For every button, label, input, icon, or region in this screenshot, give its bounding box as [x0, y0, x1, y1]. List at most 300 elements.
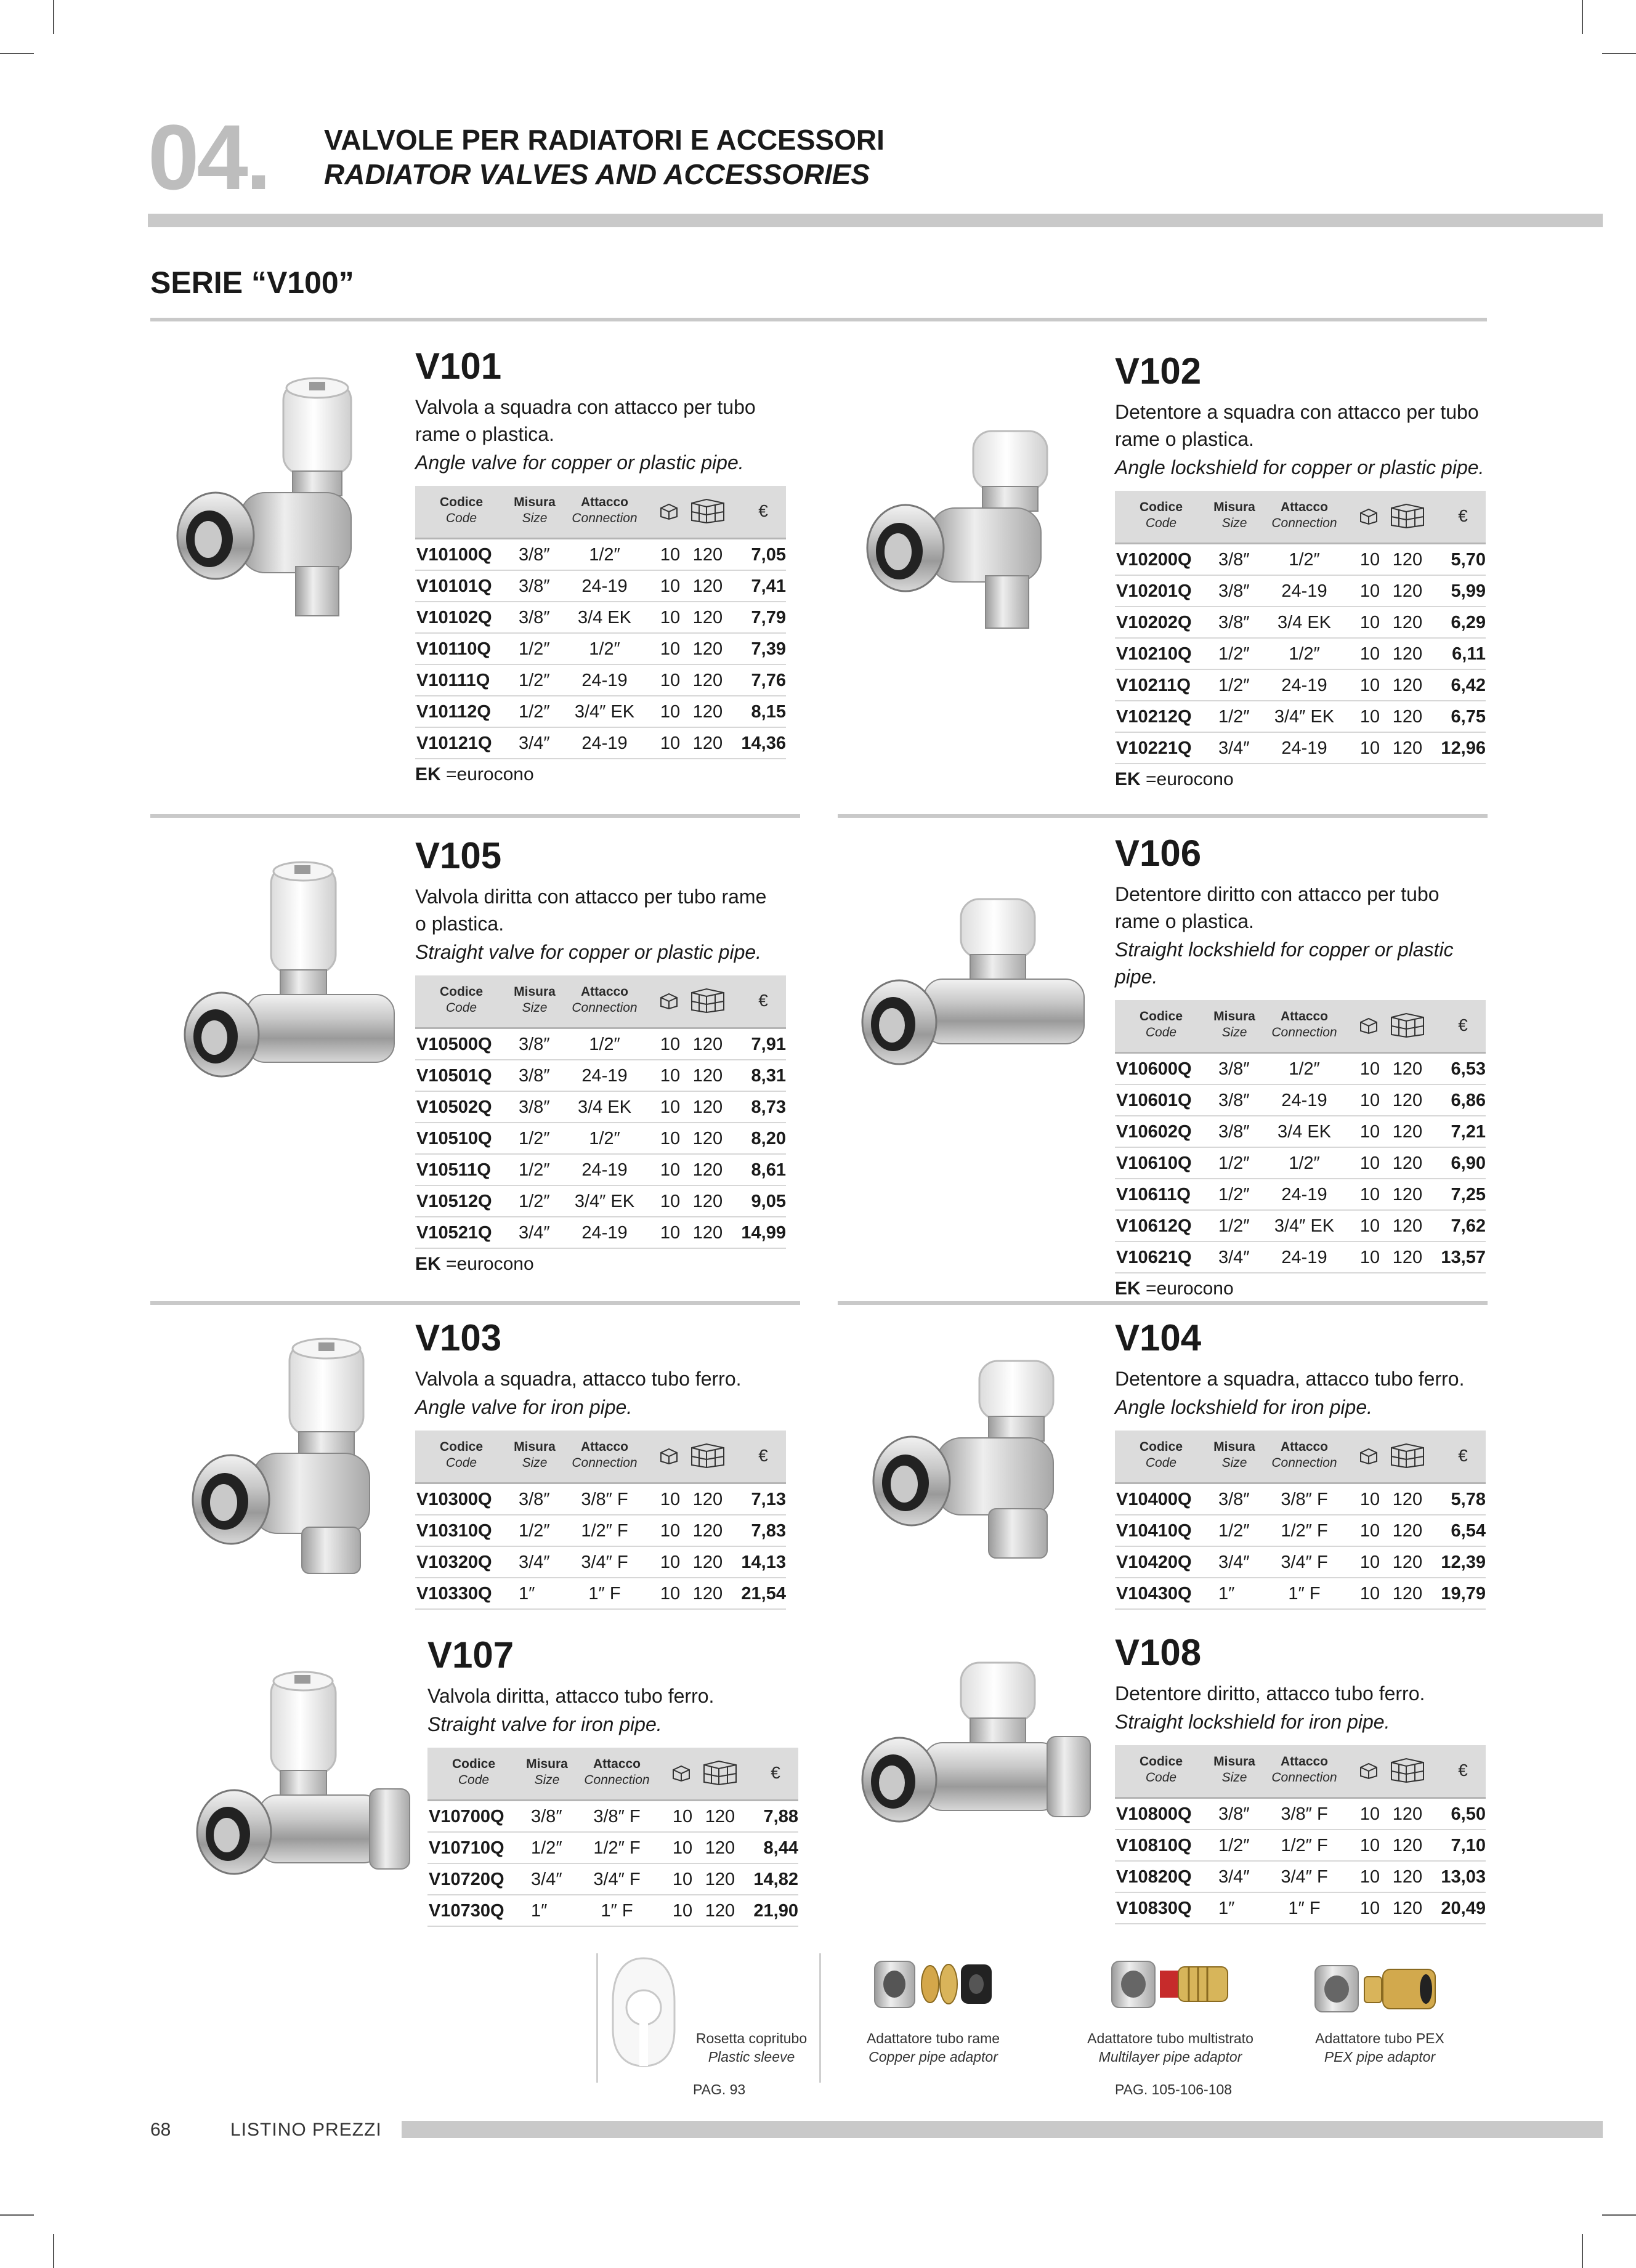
article-connection: 24-19	[1281, 738, 1327, 758]
article-price: 6,11	[1452, 644, 1486, 664]
eurocono-note	[415, 764, 786, 785]
article-code: V10420Q	[1116, 1552, 1192, 1572]
header-connection: Attacco Connection	[566, 494, 643, 527]
article-code: V10621Q	[1116, 1248, 1192, 1267]
article-code: V10300Q	[416, 1490, 492, 1509]
footer-label: LISTINO PREZZI	[230, 2120, 382, 2140]
header-code: Codice Code	[1115, 1754, 1207, 1786]
product-V106	[1115, 835, 1486, 1299]
table-row	[1115, 1515, 1486, 1547]
article-code: V10612Q	[1116, 1216, 1192, 1236]
box-quantity: 10	[660, 1521, 681, 1541]
accessory-name-en: Plastic sleeve	[708, 2049, 795, 2065]
article-connection: 24-19	[1281, 1091, 1327, 1110]
article-connection: 1/2″	[589, 1035, 620, 1054]
carton-quantity: 120	[692, 608, 723, 628]
article-price: 7,39	[751, 639, 786, 659]
series-rule	[150, 318, 1487, 321]
article-connection: 1″ F	[601, 1901, 633, 1921]
article-code: V10800Q	[1116, 1804, 1192, 1824]
carton-quantity: 120	[1392, 644, 1423, 664]
article-price: 14,13	[741, 1552, 786, 1572]
article-size: 3/4″	[531, 1870, 562, 1889]
page-number: 68	[150, 2120, 171, 2140]
article-code: V10510Q	[416, 1129, 492, 1148]
accessory-name-it: Adattatore tubo PEX	[1315, 2030, 1444, 2046]
table-row	[427, 1864, 798, 1895]
box-quantity: 10	[672, 1870, 693, 1889]
carton-icon	[1389, 1011, 1426, 1041]
table-header	[1115, 1431, 1486, 1484]
header-size: Misura Size	[506, 494, 563, 527]
article-size: 3/4″	[519, 1552, 550, 1572]
box-quantity: 10	[1359, 550, 1380, 570]
box-quantity: 10	[1359, 1867, 1380, 1887]
article-code: V10400Q	[1116, 1490, 1192, 1509]
article-code: V10202Q	[1116, 613, 1192, 632]
article-code: V10610Q	[1116, 1153, 1192, 1173]
article-price: 5,70	[1451, 550, 1486, 570]
article-connection: 24-19	[581, 733, 628, 753]
table-row	[415, 1092, 786, 1123]
table-row	[1115, 1578, 1486, 1610]
article-connection: 3/4 EK	[577, 1097, 632, 1117]
article-size: 1/2″	[1218, 1836, 1250, 1855]
box-quantity: 10	[660, 1584, 681, 1604]
carton-quantity: 120	[1392, 1122, 1423, 1142]
angle-lockshield-image	[856, 419, 1066, 653]
box-icon	[658, 1447, 679, 1468]
article-price: 7,05	[751, 545, 786, 565]
header-size: Misura Size	[1206, 1754, 1263, 1786]
carton-quantity: 120	[1392, 1521, 1423, 1541]
box-quantity: 10	[660, 1552, 681, 1572]
article-connection: 1/2″ F	[581, 1521, 628, 1541]
carton-quantity: 120	[1392, 1185, 1423, 1205]
article-price: 6,54	[1451, 1521, 1486, 1541]
accessory-name-it: Rosetta copritubo	[695, 2030, 808, 2046]
article-code: V10112Q	[416, 702, 491, 722]
article-price: 7,91	[751, 1035, 786, 1054]
carton-quantity: 120	[692, 671, 723, 690]
carton-quantity: 120	[1392, 1804, 1423, 1824]
product-V102	[1115, 350, 1486, 790]
header-size-en: Size	[1221, 1025, 1247, 1039]
accessory-copper-adaptor	[835, 2029, 1032, 2066]
eurocono-note	[1115, 769, 1486, 790]
article-size: 1″	[519, 1584, 535, 1604]
carton-quantity: 120	[692, 1160, 723, 1180]
plastic-sleeve-image	[610, 1955, 678, 2069]
box-quantity: 10	[1359, 644, 1380, 664]
article-code: V10101Q	[416, 576, 492, 596]
article-connection: 3/4 EK	[1277, 1122, 1332, 1142]
price-table	[1115, 1000, 1486, 1273]
header-connection: Attacco Connection	[578, 1756, 655, 1788]
product-description-en: Angle valve for copper or plastic pipe.	[415, 451, 744, 474]
header-bar	[148, 214, 1603, 227]
article-code: V10521Q	[416, 1223, 492, 1243]
header-size: Misura Size	[1206, 499, 1263, 531]
carton-quantity: 120	[692, 1097, 723, 1117]
article-size: 3/8″	[1218, 581, 1250, 601]
carton-quantity: 120	[692, 1490, 723, 1509]
box-quantity: 10	[1359, 1804, 1380, 1824]
table-header	[1115, 491, 1486, 544]
article-code: V10700Q	[429, 1807, 504, 1826]
article-size: 3/8″	[1218, 613, 1250, 632]
accessory-name-en: Multilayer pipe adaptor	[1098, 2049, 1242, 2065]
eurocono-key: EK	[415, 764, 441, 785]
article-size: 3/4″	[1218, 1867, 1250, 1887]
article-connection: 24-19	[1281, 1185, 1327, 1205]
article-connection: 1/2″	[1289, 644, 1320, 664]
product-description-it: Detentore diritto, attacco tubo ferro.	[1115, 1682, 1425, 1705]
box-icon	[1358, 1761, 1379, 1783]
box-quantity: 10	[660, 702, 681, 722]
header-code: Codice Code	[1115, 1439, 1207, 1471]
header-connection-en: Connection	[1271, 1025, 1337, 1039]
article-price: 14,82	[753, 1870, 798, 1889]
product-description-it: Valvola a squadra con attacco per tubo rame o plastica.	[415, 396, 756, 445]
carton-quantity: 120	[692, 1521, 723, 1541]
product-code: V108	[1115, 1632, 1202, 1673]
header-size-en: Size	[522, 1001, 548, 1015]
carton-quantity: 120	[705, 1901, 735, 1921]
box-quantity: 10	[660, 576, 681, 596]
accessory-name-it: Adattatore tubo rame	[866, 2030, 1000, 2046]
header-connection-en: Connection	[1271, 1456, 1337, 1470]
article-price: 5,99	[1451, 581, 1486, 601]
product-V101	[415, 345, 786, 785]
section-separator	[838, 1301, 1488, 1305]
table-header	[1115, 1745, 1486, 1799]
article-size: 3/8″	[1218, 550, 1250, 570]
box-quantity: 10	[660, 733, 681, 753]
price-table	[1115, 491, 1486, 764]
article-code: V10512Q	[416, 1192, 492, 1211]
article-connection: 1/2″	[1289, 1153, 1320, 1173]
article-connection: 1/2″	[589, 545, 620, 565]
header-connection: Attacco Connection	[1266, 1009, 1343, 1041]
article-size: 3/8″	[1218, 1804, 1250, 1824]
article-connection: 3/8″ F	[1281, 1490, 1328, 1509]
eurocono-text: =eurocono	[440, 1254, 534, 1274]
product-V104	[1115, 1317, 1497, 1610]
table-row	[415, 1515, 786, 1547]
product-V108	[1115, 1634, 1497, 1924]
carton-quantity: 120	[705, 1870, 735, 1889]
angle-valve-iron-image	[185, 1336, 394, 1583]
product-code: V102	[1115, 350, 1202, 392]
table-row	[1115, 1862, 1486, 1893]
carton-quantity: 120	[1392, 707, 1423, 727]
article-size: 3/8″	[1218, 1059, 1250, 1079]
article-code: V10611Q	[1116, 1185, 1191, 1205]
header-connection-en: Connection	[572, 511, 638, 525]
price-table	[415, 1431, 786, 1610]
article-size: 3/8″	[1218, 1091, 1250, 1110]
header-connection-en: Connection	[572, 1456, 638, 1470]
article-price: 8,31	[751, 1066, 786, 1086]
article-size: 3/8″	[519, 576, 550, 596]
header-connection: Attacco Connection	[1266, 1439, 1343, 1471]
table-row	[1115, 701, 1486, 733]
box-quantity: 10	[660, 1490, 681, 1509]
eurocono-key: EK	[1115, 1278, 1141, 1299]
product-code: V103	[415, 1317, 502, 1358]
table-row	[1115, 607, 1486, 639]
article-code: V10210Q	[1116, 644, 1192, 664]
article-size: 3/4″	[1218, 1248, 1250, 1267]
article-price: 7,62	[1451, 1216, 1486, 1236]
header-code: Codice Code	[415, 984, 508, 1016]
article-price: 5,78	[1451, 1490, 1486, 1509]
straight-valve-image	[179, 859, 407, 1118]
header-code: Codice Code	[415, 1439, 508, 1471]
article-price: 12,96	[1441, 738, 1486, 758]
accessory-multilayer-adaptor	[1059, 2029, 1281, 2066]
article-price: 7,21	[1451, 1122, 1486, 1142]
box-quantity: 10	[1359, 581, 1380, 601]
article-price: 7,88	[763, 1807, 798, 1826]
box-quantity: 10	[1359, 1836, 1380, 1855]
carton-quantity: 120	[1392, 1248, 1423, 1267]
article-size: 3/8″	[519, 1066, 550, 1086]
table-row	[1115, 1547, 1486, 1578]
table-row	[1115, 733, 1486, 764]
article-code: V10211Q	[1116, 676, 1191, 695]
header-connection-en: Connection	[572, 1001, 638, 1015]
eurocono-note	[415, 1254, 786, 1275]
header-size: Misura Size	[519, 1756, 575, 1788]
carton-quantity: 120	[705, 1838, 735, 1858]
table-row	[415, 1217, 786, 1249]
header-size: Misura Size	[1206, 1009, 1263, 1041]
carton-quantity: 120	[705, 1807, 735, 1826]
article-price: 19,79	[1441, 1584, 1486, 1604]
box-quantity: 10	[1359, 1091, 1380, 1110]
carton-quantity: 120	[1392, 1059, 1423, 1079]
product-description-en: Straight valve for iron pipe.	[427, 1713, 662, 1735]
angle-lockshield-iron-image	[865, 1355, 1075, 1576]
crop-mark	[1582, 0, 1583, 34]
box-quantity: 10	[1359, 676, 1380, 695]
article-connection: 3/4″ EK	[574, 702, 635, 722]
table-row	[1115, 1179, 1486, 1211]
page-reference: PAG. 105-106-108	[1115, 2081, 1233, 2097]
crop-mark	[1602, 53, 1636, 54]
carton-quantity: 120	[1392, 613, 1423, 632]
article-price: 8,15	[751, 702, 786, 722]
article-code: V10110Q	[416, 639, 491, 659]
article-code: V10221Q	[1116, 738, 1192, 758]
box-quantity: 10	[1359, 1153, 1380, 1173]
table-row	[1115, 670, 1486, 701]
page-reference: PAG. 93	[693, 2081, 746, 2097]
article-price: 8,20	[751, 1129, 786, 1148]
box-quantity: 10	[660, 608, 681, 628]
crop-mark	[1582, 2234, 1583, 2268]
carton-quantity: 120	[692, 1223, 723, 1243]
box-icon	[658, 502, 679, 523]
article-connection: 24-19	[1281, 676, 1327, 695]
table-row	[415, 728, 786, 759]
header-currency: €	[771, 1763, 780, 1782]
table-row	[1115, 1893, 1486, 1924]
table-row	[415, 1578, 786, 1610]
box-quantity: 10	[660, 1035, 681, 1054]
carton-quantity: 120	[1392, 1867, 1423, 1887]
carton-quantity: 120	[1392, 1899, 1423, 1918]
table-row	[1115, 576, 1486, 607]
chapter-title-en: RADIATOR VALVES AND ACCESSORIES	[324, 158, 870, 190]
box-quantity: 10	[1359, 1248, 1380, 1267]
article-price: 8,61	[751, 1160, 786, 1180]
header-currency: €	[1458, 1015, 1468, 1035]
article-connection: 24-19	[581, 1066, 628, 1086]
article-price: 21,90	[753, 1901, 798, 1921]
box-icon	[1358, 1016, 1379, 1038]
article-size: 1/2″	[519, 671, 550, 690]
article-size: 1/2″	[519, 1129, 550, 1148]
article-price: 7,79	[751, 608, 786, 628]
carton-quantity: 120	[1392, 1490, 1423, 1509]
table-row	[415, 571, 786, 602]
box-quantity: 10	[1359, 1490, 1380, 1509]
header-size-en: Size	[522, 1456, 548, 1470]
article-connection: 1/2″	[1289, 550, 1320, 570]
carton-quantity: 120	[1392, 1552, 1423, 1572]
box-quantity: 10	[672, 1901, 693, 1921]
article-size: 1/2″	[519, 1192, 550, 1211]
header-size: Misura Size	[506, 1439, 563, 1471]
article-price: 7,13	[751, 1490, 786, 1509]
article-size: 3/8″	[1218, 1122, 1250, 1142]
box-quantity: 10	[1359, 1899, 1380, 1918]
straight-lockshield-iron-image	[856, 1657, 1096, 1878]
copper-adaptor-image	[869, 1952, 998, 2020]
article-code: V10501Q	[416, 1066, 492, 1086]
article-code: V10121Q	[416, 733, 492, 753]
box-icon	[1358, 1447, 1379, 1468]
box-quantity: 10	[660, 1223, 681, 1243]
price-table	[415, 975, 786, 1249]
article-connection: 1/2″	[589, 639, 620, 659]
box-quantity: 10	[1359, 1584, 1380, 1604]
table-header	[415, 1431, 786, 1484]
carton-quantity: 120	[1392, 1091, 1423, 1110]
crop-mark	[1602, 2214, 1636, 2216]
header-connection-en: Connection	[1271, 516, 1337, 530]
article-code: V10430Q	[1116, 1584, 1192, 1604]
carton-icon	[1389, 502, 1426, 532]
article-price: 7,76	[751, 671, 786, 690]
article-code: V10102Q	[416, 608, 492, 628]
article-connection: 1″ F	[1288, 1584, 1321, 1604]
table-row	[1115, 1085, 1486, 1116]
header-connection-en: Connection	[584, 1773, 650, 1787]
box-icon	[671, 1764, 692, 1785]
carton-quantity: 120	[692, 1035, 723, 1054]
header-code: Codice Code	[1115, 499, 1207, 531]
article-connection: 1″ F	[1288, 1899, 1321, 1918]
article-price: 12,39	[1441, 1552, 1486, 1572]
header-size-en: Size	[1221, 1456, 1247, 1470]
angle-valve-image	[166, 369, 376, 628]
carton-quantity: 120	[692, 1192, 723, 1211]
article-size: 1/2″	[1218, 676, 1250, 695]
article-price: 7,83	[751, 1521, 786, 1541]
article-connection: 1/2″	[589, 1129, 620, 1148]
article-connection: 1″ F	[588, 1584, 621, 1604]
article-size: 1/2″	[519, 639, 550, 659]
product-description-en: Angle lockshield for iron pipe.	[1115, 1396, 1373, 1418]
header-currency: €	[758, 991, 768, 1010]
article-code: V10200Q	[1116, 550, 1192, 570]
table-row	[1115, 1242, 1486, 1273]
product-description-en: Angle valve for iron pipe.	[415, 1396, 633, 1418]
table-row	[1115, 1054, 1486, 1085]
article-price: 14,36	[741, 733, 786, 753]
article-size: 1/2″	[1218, 1153, 1250, 1173]
carton-icon	[1389, 1442, 1426, 1472]
product-code: V104	[1115, 1317, 1202, 1358]
article-price: 6,50	[1451, 1804, 1486, 1824]
article-connection: 1/2″ F	[1281, 1521, 1328, 1541]
article-code: V10601Q	[1116, 1091, 1192, 1110]
header-size-en: Size	[522, 511, 548, 525]
article-code: V10730Q	[429, 1901, 504, 1921]
header-code-en: Code	[1145, 1456, 1177, 1470]
article-connection: 24-19	[581, 576, 628, 596]
header-size-en: Size	[534, 1773, 560, 1787]
table-row	[427, 1801, 798, 1833]
article-code: V10320Q	[416, 1552, 492, 1572]
article-connection: 3/8″ F	[581, 1490, 628, 1509]
table-row	[415, 1123, 786, 1155]
article-size: 3/8″	[519, 608, 550, 628]
product-description-it: Detentore a squadra con attacco per tubo rame o plastica.	[1115, 401, 1479, 450]
article-price: 6,53	[1451, 1059, 1486, 1079]
carton-icon	[689, 987, 726, 1017]
table-row	[415, 1186, 786, 1217]
header-size: Misura Size	[506, 984, 563, 1016]
table-row	[415, 634, 786, 665]
article-code: V10212Q	[1116, 707, 1192, 727]
table-row	[415, 1029, 786, 1060]
carton-icon	[702, 1759, 739, 1789]
article-connection: 24-19	[581, 671, 628, 690]
product-code: V105	[415, 835, 502, 876]
header-size-en: Size	[1221, 1770, 1247, 1785]
article-code: V10330Q	[416, 1584, 492, 1604]
eurocono-text: =eurocono	[1140, 1278, 1234, 1299]
table-row	[415, 1155, 786, 1186]
accessory-plastic-sleeve	[684, 2029, 819, 2066]
box-icon	[1358, 507, 1379, 528]
article-size: 3/4″	[519, 1223, 550, 1243]
article-size: 1″	[1218, 1584, 1235, 1604]
box-quantity: 10	[660, 1160, 681, 1180]
article-code: V10710Q	[429, 1838, 504, 1858]
product-description-it: Valvola diritta, attacco tubo ferro.	[427, 1685, 715, 1707]
article-price: 8,44	[763, 1838, 798, 1858]
box-quantity: 10	[1359, 1059, 1380, 1079]
article-size: 3/8″	[1218, 1490, 1250, 1509]
straight-valve-iron-image	[191, 1669, 419, 1915]
product-V107	[427, 1634, 809, 1927]
